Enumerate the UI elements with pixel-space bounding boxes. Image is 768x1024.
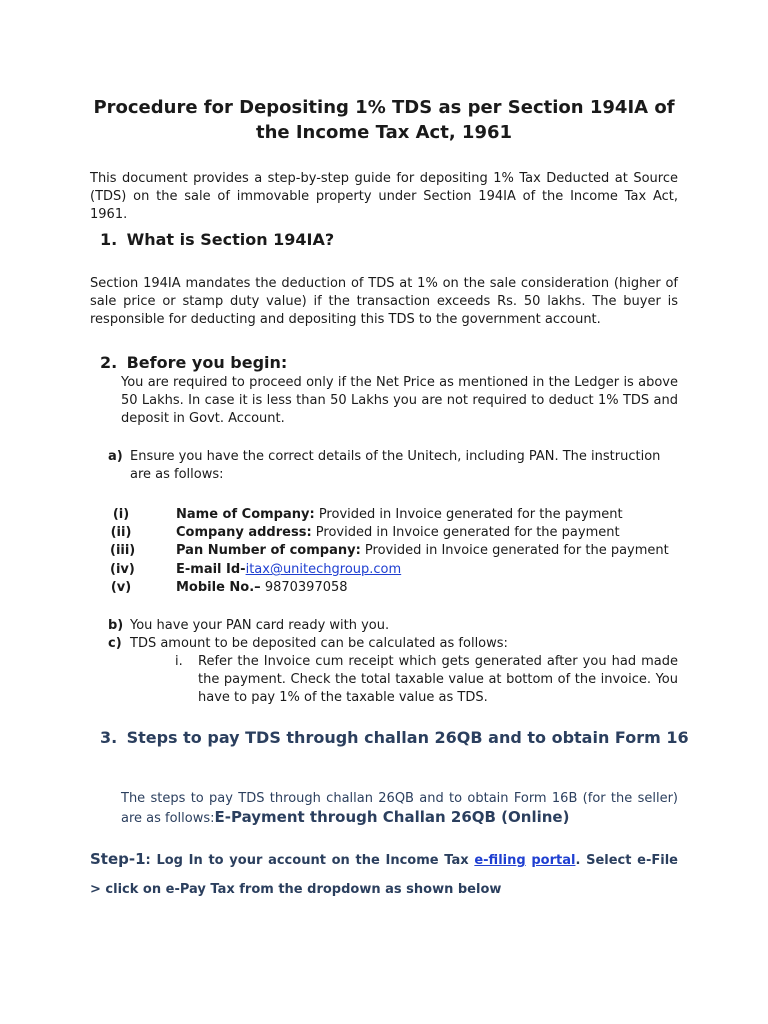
item-c-i: [175, 653, 678, 707]
detail-number: (v): [110, 580, 132, 595]
detail-value: Provided in Invoice generated for the payment: [311, 525, 620, 540]
section-2-text: You are required to proceed only if the Net Price as mentioned in the Ledger is above 50 Lakhs. In case it is less than 50 Lakhs you are not required to deduct 1% TDS and deposit in Govt. Account.: [121, 375, 678, 426]
item-b-text: You have your PAN card ready with you.: [130, 618, 390, 633]
section-2-number: 2.: [100, 353, 118, 372]
step-1-text-b: . Select e-File > click on e-Pay Tax from the dropdown as shown below: [90, 853, 679, 897]
section-3-subheading: E-Payment through Challan 26QB (Online): [214, 808, 570, 826]
detail-row: [110, 542, 669, 560]
item-c: [108, 635, 678, 653]
document-title: Procedure for Depositing 1% TDS as per Section 194IA of the Income Tax Act, 1961: [93, 97, 675, 143]
detail-label: Mobile No.–: [176, 580, 261, 595]
efiling-link[interactable]: e-filing: [474, 853, 526, 868]
section-3-number: 3.: [100, 728, 118, 747]
step-1-text-a: : Log In to your account on the Income Tax: [145, 853, 475, 868]
section-2-heading: [100, 353, 287, 372]
section-3-paragraph: The steps to pay TDS through challan 26QB and to obtain Form 16B (for the seller) are as follows:: [121, 791, 678, 826]
email-link[interactable]: itax@unitechgroup.com: [245, 562, 402, 577]
detail-label: E-mail Id-: [176, 562, 246, 577]
item-a-text: Ensure you have the correct details of the Unitech, including PAN. The instruction are as follows:: [130, 449, 661, 482]
detail-value: Provided in Invoice generated for the payment: [314, 507, 623, 522]
detail-row: [110, 524, 620, 542]
step-1-label: Step-1: [90, 850, 146, 868]
detail-row: [110, 579, 348, 597]
detail-label: Name of Company:: [176, 507, 315, 522]
detail-row: [110, 506, 623, 524]
detail-label: Company address:: [176, 525, 312, 540]
section-3-heading: [100, 728, 689, 747]
step-1: [90, 845, 678, 904]
item-c-i-text: Refer the Invoice cum receipt which gets generated after you had made the payment. Check the total taxable value at bottom of the invoice. You have to pay 1% of the taxable value as TDS.: [198, 654, 678, 705]
section-1-title: What is Section 194IA?: [126, 230, 335, 249]
section-1-text: Section 194IA mandates the deduction of TDS at 1% on the sale consideration (higher of sale price or stamp duty value) if the transaction exceeds Rs. 50 lakhs. The buyer is responsible for deducting and depositing this TDS to the government account.: [90, 276, 678, 327]
section-3-text: [121, 790, 678, 828]
intro-paragraph: This document provides a step-by-step guide for depositing 1% Tax Deducted at Source (TDS) on the sale of immovable property under Section 194IA of the Income Tax Act, 1961.: [90, 171, 678, 222]
detail-number: (ii): [110, 525, 132, 540]
section-2-title: Before you begin:: [126, 353, 288, 372]
item-c-text: TDS amount to be deposited can be calculated as follows:: [130, 636, 508, 651]
item-c-label: c): [108, 636, 122, 651]
section-3-title: Steps to pay TDS through challan 26QB and to obtain Form 16: [126, 728, 689, 747]
detail-value: Provided in Invoice generated for the payment: [360, 543, 669, 558]
item-a-label: a): [108, 449, 123, 464]
section-1-heading: [100, 230, 334, 249]
detail-value: 9870397058: [260, 580, 348, 595]
item-b-label: b): [108, 618, 124, 633]
item-c-i-label: i.: [175, 654, 183, 669]
section-1-number: 1.: [100, 230, 118, 249]
detail-label: Pan Number of company:: [176, 543, 361, 558]
item-a: [108, 448, 678, 484]
portal-link[interactable]: portal: [531, 853, 576, 868]
item-b: [108, 617, 678, 635]
detail-row: [110, 561, 402, 579]
detail-number: (i): [112, 507, 130, 522]
detail-number: (iv): [110, 562, 135, 577]
detail-number: (iii): [110, 543, 136, 558]
